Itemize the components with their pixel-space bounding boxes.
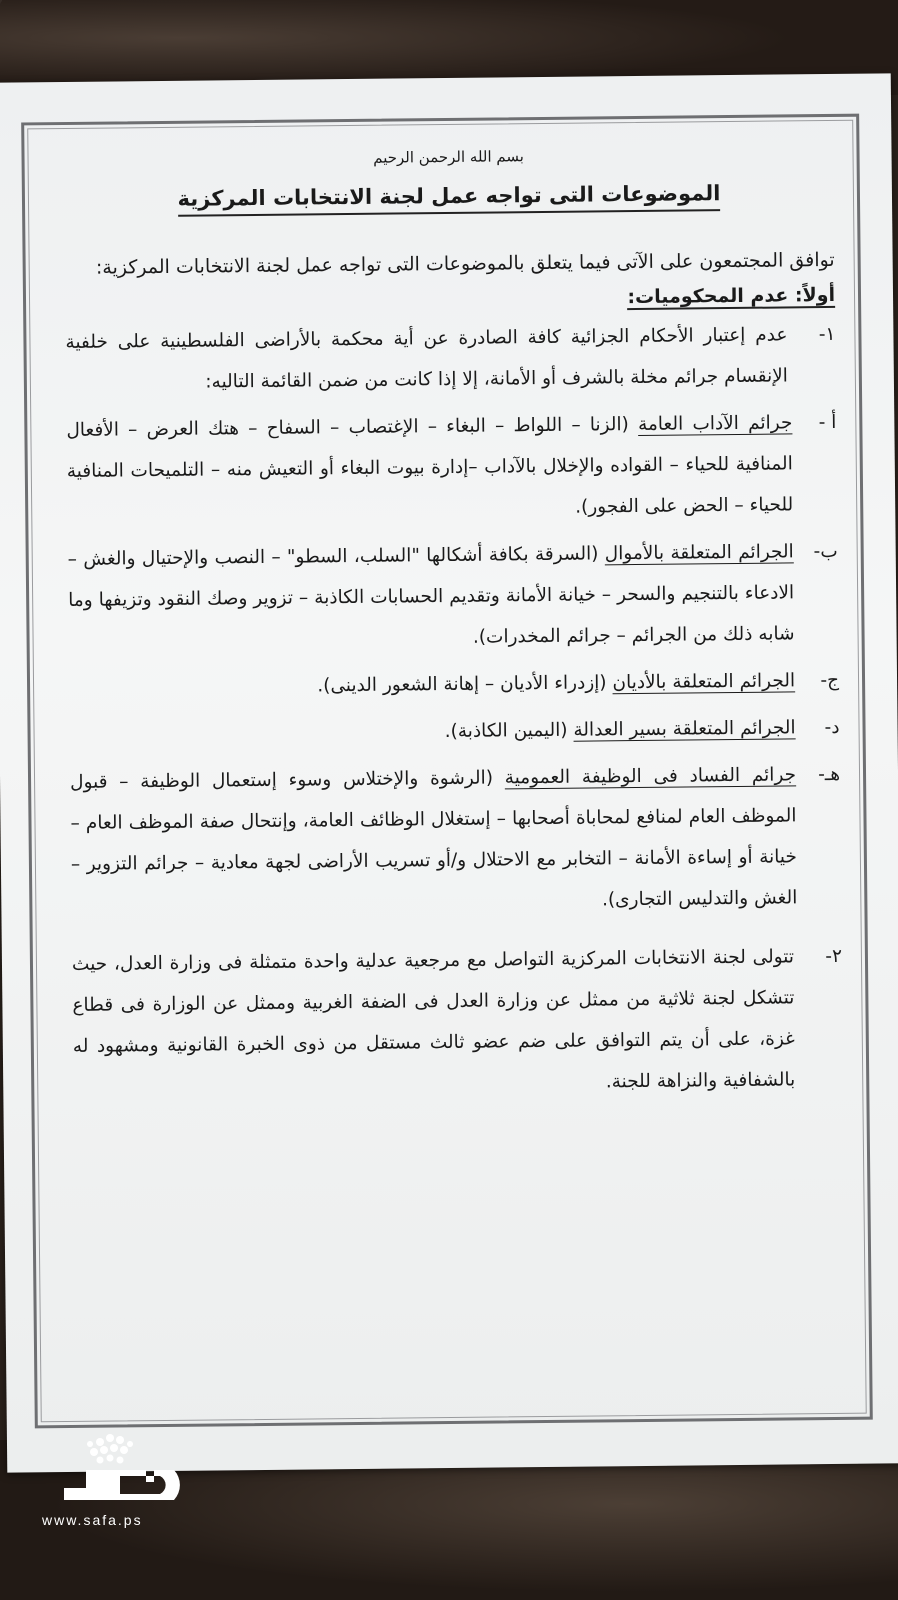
sub-item-text: (الزنا – اللواط – البغاء – الإغتصاب – السفاح – هتك العرض – الأفعال المنافية للحياء – القواده والإخلال بالآداب –إدارة بيوت البغاء أو التعيش منه – التلميحات المنافية للحياء – الحض على الفجور). [66, 414, 794, 518]
document-title [64, 180, 834, 212]
logo-dots [87, 1434, 133, 1464]
sub-item-e [70, 754, 842, 926]
document-title-text: الموضوعات التى تواجه عمل لجنة الانتخابات المركزية [177, 181, 720, 217]
sub-item-heading: جرائم الفساد فى الوظيفة العمومية [504, 764, 797, 789]
item-number: ٢- [825, 945, 843, 968]
logo-glyph [48, 1470, 180, 1500]
sub-item-a [66, 402, 837, 533]
sub-item-heading: جرائم الآداب العامة [637, 412, 793, 436]
sub-item-text: (الرشوة والإختلاس وسوء إستعمال الوظيفة – قبول الموظف العام لمنافع لمحاباة أصحابها – إستغلال الوظائف العامة، وإنتحال صفة الموظف العام – خيانة أو إساءة الأمانة – التخابر مع الاحتلال و/أو تسريب الأراضى لجهة معادية – جرائم التزوير – الغش والتدليس التجارى). [69, 767, 798, 911]
item-text: تتولى لجنة الانتخابات المركزية التواصل مع مرجعية عدلية واحدة متمثلة فى وزارة العدل، حيث تتشكل لجنة ثلاثية من ممثل عن وزارة العدل فى الضفة الغربية وممثل عن الوزارة فى قطاع غزة، على أن يتم التوافق على ضم عضو ثالث مستقل من ذوى الخبرة القانونية ومشهود له بالشفافية والنزاهة للجنة. [71, 946, 796, 1093]
basmala: بسم الله الرحمن الرحيم [373, 147, 525, 167]
sub-item-d [69, 707, 839, 756]
sub-item-heading: الجرائم المتعلقة بالأديان [612, 670, 796, 694]
sub-item-c [69, 660, 839, 709]
sub-item-number: ج- [820, 669, 840, 692]
watermark-url: www.safa.ps [42, 1512, 143, 1528]
sub-item-text: (السرقة بكافة أشكالها "السلب، السطو" – النصب والإحتيال والغش – الادعاء بالتنجيم والسحر – خيانة الأمانة وتقديم الحسابات الكاذبة – تزوير وصك النقود وتزيفها وما شابه ذلك من الجرائم – جرائم المخدرات). [67, 543, 795, 648]
document-paper [0, 73, 898, 1472]
sub-item-text: (إزدراء الأديان – إهانة الشعور الدينى). [317, 672, 613, 697]
list-item-2 [72, 936, 844, 1108]
list-item-1 [65, 314, 836, 404]
intro-paragraph: توافق المجتمعون على الآتى فيما يتعلق بالموضوعات التى تواجه عمل لجنة الانتخابات المركزية: [95, 248, 835, 279]
item-number: ١- [818, 323, 836, 346]
sub-item-text: (اليمين الكاذبة). [444, 719, 574, 743]
sub-item-b [68, 531, 839, 662]
section-heading [65, 284, 835, 314]
sub-item-number: د- [824, 716, 840, 739]
item-text: عدم إعتبار الأحكام الجزائية كافة الصادرة عن أية محكمة بالأراضى الفلسطينية على خلفية الإنقسام جرائم مخلة بالشرف أو الأمانة، إلا إذا كانت من ضمن القائمة التاليه: [65, 324, 788, 393]
sub-item-number: ب- [813, 540, 838, 563]
sub-item-heading: الجرائم المتعلقة بالأموال [604, 541, 794, 565]
section-heading-text: أولاً: عدم المحكوميات: [627, 283, 836, 309]
sub-item-heading: الجرائم المتعلقة بسير العدالة [573, 717, 796, 741]
sub-item-number: أ - [818, 411, 837, 434]
document-content [63, 134, 843, 1114]
sub-item-number: هـ- [818, 763, 841, 786]
